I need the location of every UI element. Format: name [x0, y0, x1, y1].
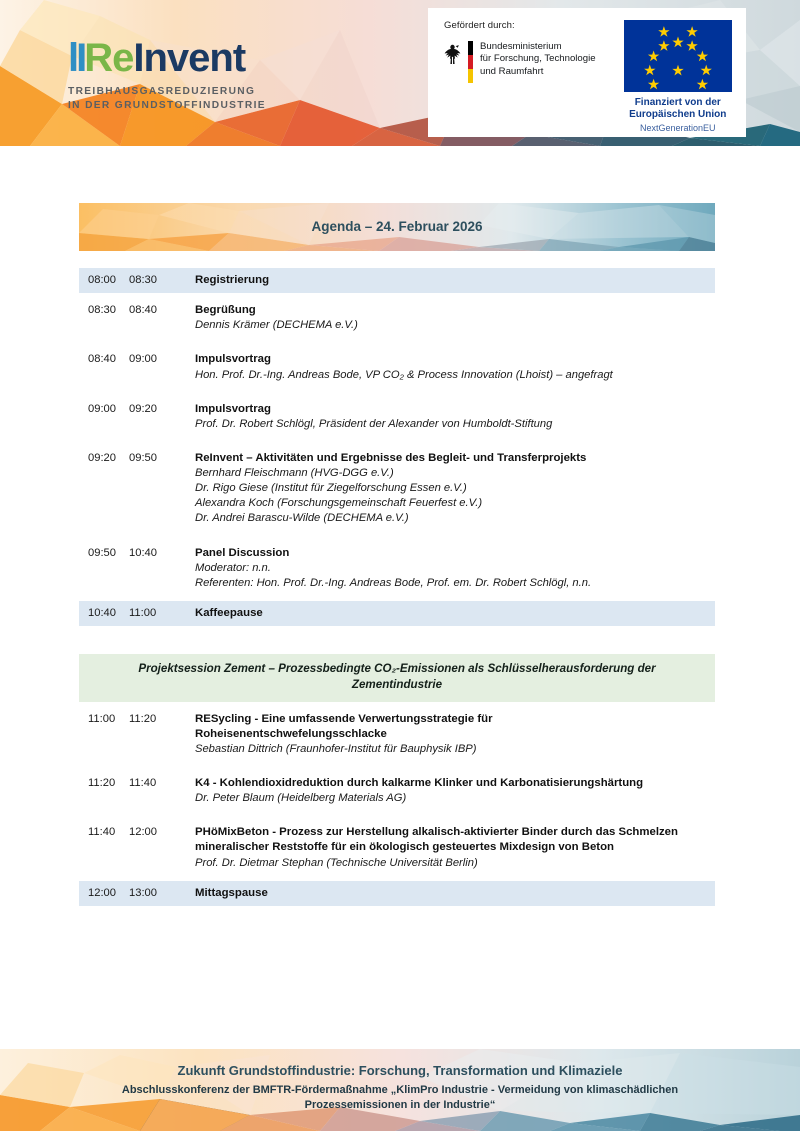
session-header-zement: Projektsession Zement – Prozessbedingte CO₂-Emissionen als Schlüsselherausforderung der Zementindustrie	[79, 654, 715, 701]
agenda-row-start-time: 08:40	[88, 353, 116, 366]
agenda-row-speaker: Prof. Dr. Robert Schlögl, Präsident der Alexander von Humboldt-Stiftung	[195, 417, 553, 430]
logo-tagline	[68, 85, 328, 114]
agenda-row-title: K4 - Kohlendioxidreduktion durch kalkarme Klinker und Karbonatisierungshärtung	[195, 776, 644, 789]
logo-wordmark	[68, 38, 328, 78]
agenda-row-end-time: 08:40	[129, 304, 157, 317]
footer-subtitle-line2: Prozessemissionen in der Industrie“	[304, 1099, 496, 1112]
spacer	[79, 338, 715, 347]
agenda-row-start-time: 11:20	[88, 776, 116, 789]
agenda-row-end-time: 11:40	[129, 776, 157, 789]
reinvent-logo	[68, 38, 328, 114]
agenda-row-start-time: 08:30	[88, 304, 116, 317]
agenda-row	[79, 541, 715, 596]
agenda-row	[79, 347, 715, 387]
eu-flag-icon	[624, 20, 732, 92]
agenda-row-speaker: Moderator: n.n.	[195, 561, 271, 574]
agenda-row	[79, 820, 715, 875]
agenda-row-content	[195, 303, 715, 333]
agenda-row-content	[195, 825, 715, 870]
spacer	[79, 626, 715, 654]
agenda-row-title: RESycling - Eine umfassende Verwertungsstrategie für Roheisenentschwefelungsschlacke	[195, 712, 493, 740]
agenda-row-start-time: 11:40	[88, 826, 116, 839]
agenda-row-content	[195, 402, 715, 432]
agenda-row-title: ReInvent – Aktivitäten und Ergebnisse des Begleit- und Transferprojekts	[195, 451, 587, 464]
agenda-row-speaker: Bernhard Fleischmann (HVG-DGG e.V.)	[195, 467, 394, 480]
agenda-row	[79, 298, 715, 338]
agenda-row-title: Mittagspause	[195, 886, 268, 899]
german-flag-bar	[468, 41, 473, 83]
agenda-row	[79, 707, 715, 762]
agenda-row-end-time: 12:00	[129, 826, 157, 839]
agenda-row-title: Impulsvortrag	[195, 353, 271, 366]
agenda-row-content	[195, 546, 715, 591]
agenda-row-end-time: 09:50	[129, 451, 157, 464]
agenda-row-title: Begrüßung	[195, 304, 256, 317]
logo-bars: lI	[68, 36, 85, 80]
federal-eagle-icon	[442, 41, 463, 67]
agenda-row-speaker: Dr. Rigo Giese (Institut für Ziegelforschung Essen e.V.)	[195, 482, 467, 495]
agenda-row-speaker: Dr. Andrei Barascu-Wilde (DECHEMA e.V.)	[195, 512, 409, 525]
spacer	[79, 437, 715, 446]
agenda-row-start-time: 09:00	[88, 402, 116, 415]
agenda-row	[79, 446, 715, 532]
flag-stripe-red	[468, 55, 473, 69]
agenda-row-speaker: Referenten: Hon. Prof. Dr.-Ing. Andreas Bode, Prof. em. Dr. Robert Schlögl, n.n.	[195, 576, 592, 589]
footer-title: Zukunft Grundstoffindustrie: Forschung, Transformation und Klimaziele	[177, 1063, 623, 1078]
agenda-row-start-time: 08:00	[88, 274, 116, 286]
agenda-row	[79, 397, 715, 437]
agenda-row-end-time: 09:20	[129, 402, 157, 415]
agenda-row-speaker: Prof. Dr. Dietmar Stephan (Technische Universität Berlin)	[195, 856, 478, 869]
ministry-line-3: und Raumfahrt	[480, 65, 544, 77]
logo-re: Re	[84, 36, 134, 80]
agenda-row-start-time: 10:40	[88, 606, 116, 619]
footer-subtitle	[50, 1083, 750, 1114]
bmbf-logo-block	[442, 20, 616, 83]
agenda-row-content	[195, 606, 715, 621]
footer-subtitle-line1: Abschlusskonferenz der BMFTR-Fördermaßnahme „KlimPro Industrie - Vermeidung von klimaschädlichen	[121, 1083, 679, 1096]
agenda-row-start-time: 12:00	[88, 886, 116, 899]
logo-tagline-line1: TREIBHAUSGASREDUZIERUNG	[68, 86, 256, 97]
agenda-row-title: Impulsvortrag	[195, 402, 271, 415]
agenda-row-speaker: Alexandra Koch (Forschungsgemeinschaft Feuerfest e.V.)	[195, 497, 483, 510]
agenda-row-content	[195, 712, 715, 757]
agenda-row	[79, 771, 715, 811]
agenda-row	[79, 601, 715, 626]
agenda-row-content	[195, 273, 715, 288]
logo-invent: Invent	[133, 36, 246, 80]
eu-nextgen-label: NextGenerationEU	[639, 123, 716, 133]
agenda-row-title: Panel Discussion	[195, 546, 290, 559]
flag-stripe-black	[468, 41, 473, 55]
agenda-row-speaker: Sebastian Dittrich (Fraunhofer-Institut für Bauphysik IBP)	[195, 742, 477, 755]
agenda-row-speaker: Dennis Krämer (DECHEMA e.V.)	[195, 319, 358, 332]
agenda-table	[79, 268, 715, 906]
agenda-row-content	[195, 352, 715, 382]
agenda-row-end-time: 11:20	[129, 712, 157, 725]
logo-tagline-line2: IN DER GRUNDSTOFFINDUSTRIE	[68, 100, 266, 112]
eu-stars-graphic	[624, 20, 732, 92]
spacer	[79, 811, 715, 820]
agenda-row-start-time: 11:00	[88, 712, 116, 725]
eu-caption-line2: Europäischen Union	[629, 109, 727, 120]
agenda-row-title: Kaffeepause	[195, 606, 263, 619]
agenda-row-end-time: 09:00	[129, 353, 157, 366]
agenda-row-speaker: Hon. Prof. Dr.-Ing. Andreas Bode, VP CO₂ & Process Innovation (Lhoist) – angefragt	[195, 368, 613, 381]
ministry-line-2: für Forschung, Technologie	[480, 53, 596, 65]
agenda-banner-title: Agenda – 24. Februar 2026	[311, 219, 483, 234]
agenda-row	[79, 881, 715, 906]
agenda-row-title: PHöMixBeton - Prozess zur Herstellung alkalisch-aktivierter Binder durch das Schmelzen mineralischer Reststoffe für ein ökologisch gesteuertes Mixdesign von Beton	[195, 826, 678, 854]
agenda-row	[79, 268, 715, 293]
spacer	[79, 762, 715, 771]
flag-stripe-gold	[468, 69, 473, 83]
agenda-row-end-time: 08:30	[129, 274, 157, 286]
spacer	[79, 388, 715, 397]
agenda-row-content	[195, 451, 715, 527]
agenda-row-speaker: Dr. Peter Blaum (Heidelberg Materials AG)	[195, 792, 407, 805]
funded-by-label: Gefördert durch:	[444, 20, 515, 31]
agenda-row-start-time: 09:50	[88, 546, 116, 559]
agenda-row-content	[195, 886, 715, 901]
footer-text-block	[50, 1062, 750, 1114]
agenda-row-content	[195, 776, 715, 806]
agenda-row-end-time: 11:00	[129, 606, 157, 619]
ministry-name	[480, 41, 596, 78]
agenda-banner	[79, 203, 715, 251]
ministry-line-1: Bundesministerium	[480, 41, 562, 52]
agenda-row-end-time: 10:40	[129, 546, 157, 559]
agenda-row-end-time: 13:00	[129, 886, 157, 899]
eu-funding-block	[624, 20, 732, 133]
spacer	[79, 532, 715, 541]
eu-caption-line1: Finanziert von der	[634, 97, 721, 108]
agenda-row-start-time: 09:20	[88, 451, 116, 464]
agenda-row-title: Registrierung	[195, 274, 270, 286]
funding-badge	[428, 8, 746, 137]
eu-caption	[624, 97, 732, 121]
